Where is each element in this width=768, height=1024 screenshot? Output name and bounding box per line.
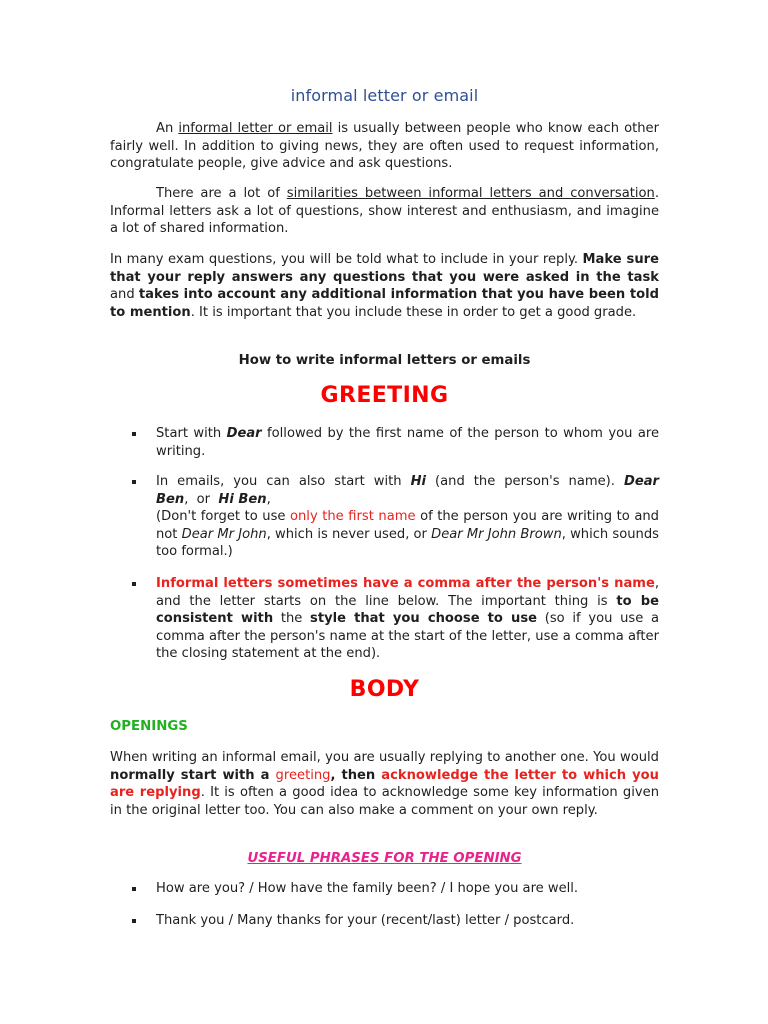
bullet-marker [132, 582, 136, 586]
op-bold-2: , then [330, 767, 382, 783]
p1-rest: is usually between people who know each other fairly well. In addition to giving news, they are often used to request information, congratulate people, give advice and ask questions. [110, 121, 659, 172]
body-heading: BODY [349, 677, 420, 702]
bullet-marker [132, 432, 136, 436]
b2-text-3: , or [184, 491, 219, 507]
p3-rest: . It is important that you include these in order to get a good grade. [190, 304, 637, 320]
b2-text-1: In emails, you can also start with [156, 474, 411, 489]
intro-paragraph-3 [110, 251, 659, 321]
p2-lead: There are a lot of [156, 186, 287, 201]
document-title: informal letter or email [290, 86, 479, 105]
op-red-2: acknowledge the letter to which you are replying [110, 767, 660, 801]
p1-underlined-term: informal letter or email [178, 121, 333, 136]
b2-hi-ben: Hi Ben [218, 491, 267, 507]
b3-text-1: , and the letter starts on the line below. The important thing is [156, 576, 659, 609]
intro-paragraph-1 [110, 120, 659, 173]
b2-text-5: (Don't forget to use [156, 509, 290, 525]
openings-paragraph [110, 749, 659, 819]
b3-bold-2: style that you choose to use [310, 611, 538, 627]
op-bold-1: normally start with a [110, 767, 276, 783]
greeting-heading: GREETING [320, 383, 449, 408]
p2-rest: . Informal letters ask a lot of questions, show interest and enthusiasm, and imagine a lot of shared information. [110, 186, 659, 237]
phrase-text: How are you? / How have the family been? / I hope you are well. [156, 881, 579, 896]
p2-underlined-term: similarities between informal letters and conversation [286, 186, 655, 201]
bullet-text [156, 425, 659, 460]
bullet-text [156, 575, 659, 663]
p1-lead: An [156, 121, 179, 136]
b1-text: Start with [156, 426, 227, 441]
p3-bold-1: Make sure that your reply answers any questions that you were asked in the task [110, 252, 659, 285]
p3-mid: and [110, 287, 139, 303]
b1-dear: Dear [226, 426, 262, 441]
b3-red-bold: Informal letters sometimes have a comma after the person's name [156, 576, 655, 591]
b3-text-2: the [273, 611, 311, 627]
b2-text-8: , which sounds too formal.) [156, 526, 659, 560]
b2-dear-mr-john-brown: Dear Mr John Brown [431, 526, 562, 542]
b2-hi: Hi [410, 474, 427, 489]
op-red-1: greeting [275, 767, 331, 783]
p3-lead: In many exam questions, you will be told what to include in your reply. [110, 252, 583, 267]
bullet-marker [132, 887, 136, 891]
p3-bold-2: takes into account any additional information that you have been told to mention [110, 287, 659, 320]
op-text-1: When writing an informal email, you are usually replying to another one. You would [110, 750, 659, 765]
how-to-heading: How to write informal letters or emails [238, 353, 531, 368]
b2-text-2: (and the person's name). [426, 474, 624, 489]
phrase-text: Thank you / Many thanks for your (recent/last) letter / postcard. [156, 913, 575, 928]
bullet-marker [132, 919, 136, 923]
b2-dear-mr-john: Dear Mr John [181, 526, 267, 542]
openings-label: OPENINGS [110, 719, 188, 734]
b2-text-7: , which is never used, or [266, 526, 432, 542]
b2-text-4: , [266, 491, 271, 507]
b2-text-6: of the person you are writing to and not [156, 509, 659, 542]
b3-bold-1: to be consistent with [156, 593, 659, 627]
op-text-2: . It is often a good idea to acknowledge some key information given in the original letter too. You can also make a comment on your own reply. [110, 785, 659, 818]
b2-dear-ben: Dear Ben [156, 474, 659, 507]
bullet-marker [132, 480, 136, 484]
b1-rest: followed by the first name of the person to whom you are writing. [156, 426, 659, 459]
b2-red: only the first name [290, 509, 416, 525]
b3-text-3: (so if you use a comma after the person's name at the start of the letter, use a comma after the closing statement at the end). [156, 611, 659, 662]
bullet-text [156, 473, 659, 561]
intro-paragraph-2 [110, 185, 659, 238]
useful-phrases-heading: USEFUL PHRASES FOR THE OPENING [247, 851, 522, 866]
